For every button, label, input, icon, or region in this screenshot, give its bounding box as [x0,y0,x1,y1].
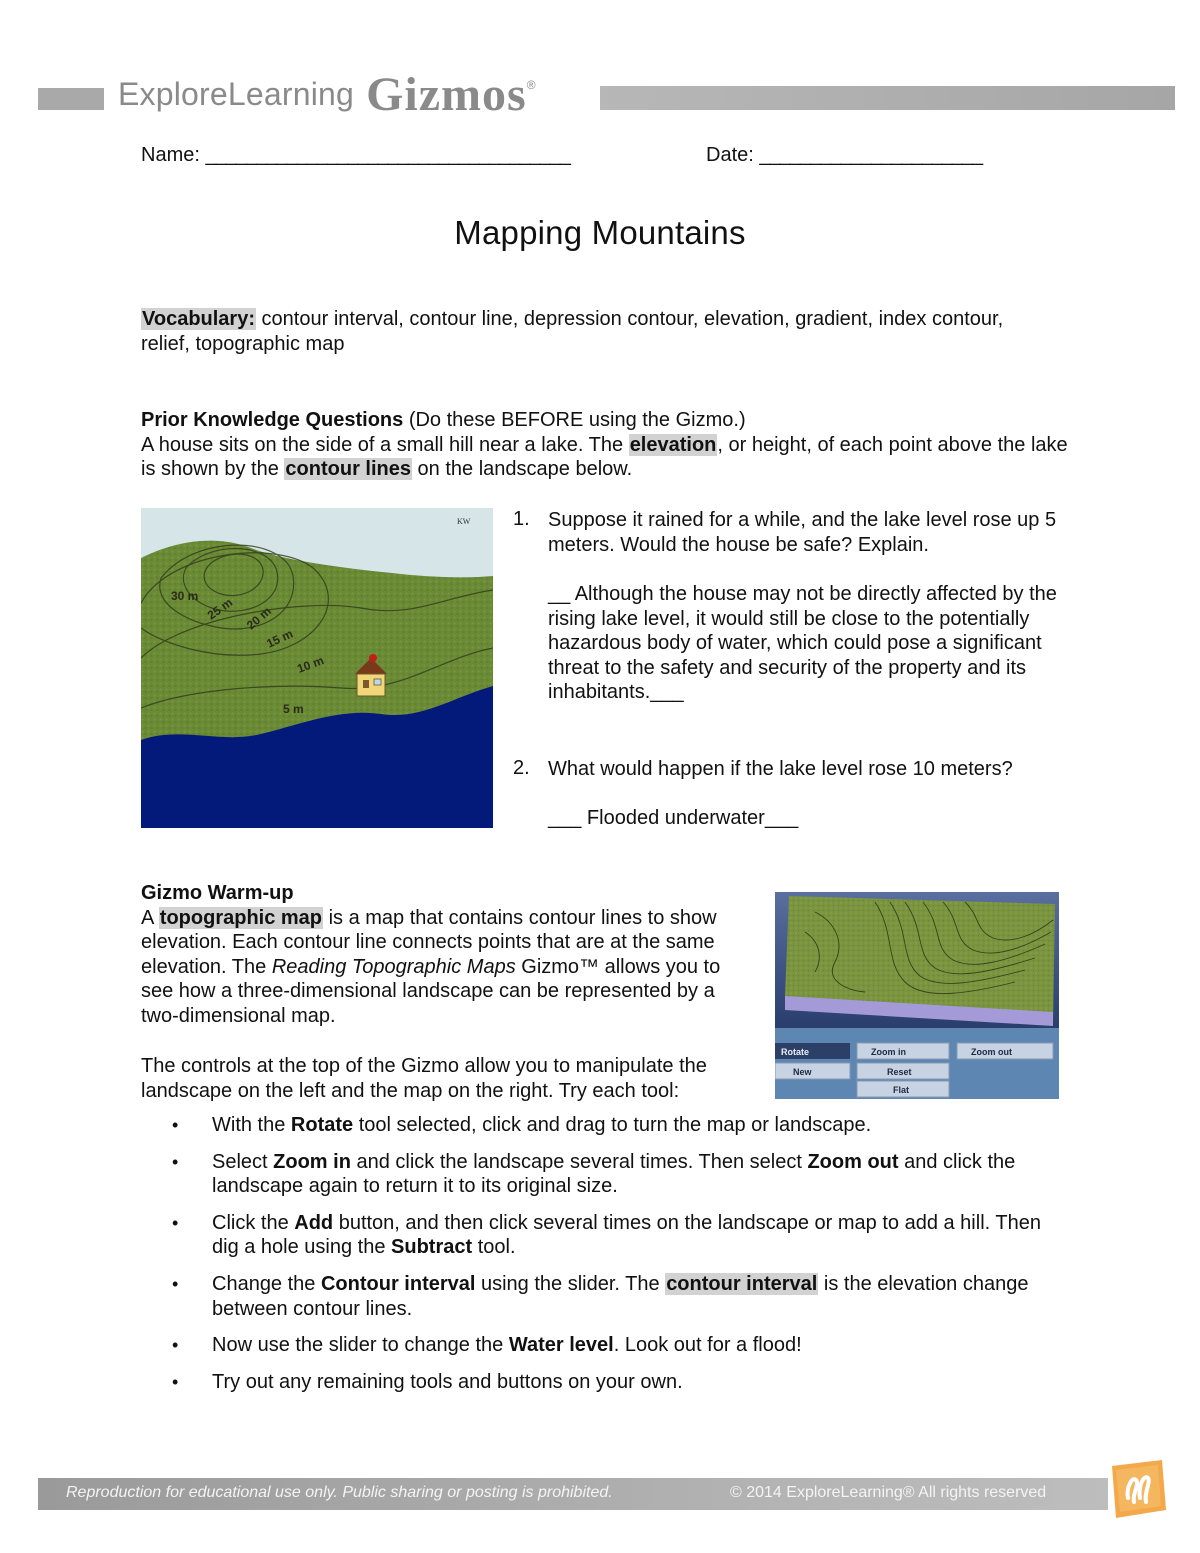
term-topographic-map: topographic map [159,906,323,929]
hill-landscape-image [141,508,493,828]
prior-intro-text-3: on the landscape below. [412,458,633,481]
warmup-heading: Gizmo Warm-up [141,882,294,904]
date-field[interactable] [706,143,982,168]
term-elevation: elevation [629,433,717,456]
vocabulary-label: Vocabulary: [142,308,255,330]
gizmo-screenshot [775,892,1059,1099]
explorelearning-logo-icon [1104,1458,1168,1520]
zoom-in-tool-name: Zoom in [273,1150,351,1173]
warmup-section [141,881,751,1029]
warmup-text-c: Gizmo™ allows you to see how a three-dimensional landscape can be represented by a two-dimensional map. [141,955,721,1027]
question-1-answer[interactable]: __ Although the house may not be directly affected by the rising lake level, it would still be close to the potentially hazardous body of water, which could pose a significant threat to the safety and security of the property and its inhabitants.___ [548,583,1057,704]
rotate-button-label: Rotate [781,1047,810,1057]
rotate-tool-name: Rotate [290,1114,354,1136]
contour-interval-control-name: Contour interval [320,1272,476,1295]
list-item: • Change the Contour interval using the slider. The contour interval is the elevation change between contour lines. [172,1272,1072,1321]
prior-intro-text-2: , or height, of each point above the lake is shown by the [141,433,1068,481]
brand-logo [118,66,536,122]
page-title: Mapping Mountains [454,214,746,251]
add-tool-name: Add [294,1211,334,1234]
list-item: • Select Zoom in and click the landscape several times. Then select Zoom out and click the landscape again to return it to its original size. [172,1150,1072,1199]
name-label: Name: [141,144,200,166]
name-blank[interactable]: ____________________________________ [205,144,570,166]
prior-knowledge-note: (Do these BEFORE using the Gizmo.) [403,409,746,431]
warmup-controls-text: The controls at the top of the Gizmo allow you to manipulate the landscape on the left and the map on the right. Try each tool: [141,1055,707,1102]
name-field[interactable] [141,143,570,168]
header-bar-left [38,88,104,110]
contour-label-5: 5 m [283,702,304,716]
zoom-in-label: Zoom in [871,1047,906,1057]
date-blank[interactable]: ______________________ [759,144,983,166]
question-1-number: 1. [513,508,530,530]
list-item: • Click the Add button, and then click several times on the landscape or map to add a hill. Then dig a hole using the Subtract tool. [172,1211,1072,1260]
tool-instructions-list [172,1113,1072,1406]
gizmo-name: Reading Topographic Maps [271,955,516,978]
gizmo-screenshot-svg [775,892,1059,1099]
contour-label-15: 15 m [264,626,296,651]
footer-disclaimer: Reproduction for educational use only. Public sharing or posting is prohibited. [66,1484,613,1501]
subtract-tool-name: Subtract [391,1236,473,1259]
list-item: • With the Rotate tool selected, click and drag to turn the map or landscape. [172,1113,1072,1138]
question-2-number: 2. [513,757,530,779]
prior-knowledge-heading: Prior Knowledge Questions [141,409,404,431]
header-bar-right [600,86,1175,110]
brand-registered-mark: ® [526,78,536,92]
warmup-text-b: is a map that contains contour lines to show elevation. Each contour line connects points that are at the same elevation. The [141,906,717,978]
prior-intro-text: A house sits on the side of a small hill near a lake. The [141,433,629,456]
term-contour-lines: contour lines [285,458,411,481]
zoom-out-label: Zoom out [971,1047,1012,1057]
brand-explore-text: Explore [118,75,228,112]
vocabulary [141,307,1041,356]
water-level-control-name: Water level [508,1334,614,1357]
warmup-text-a: A [141,906,159,929]
date-label: Date: [706,144,754,166]
hill-landscape-svg [141,508,493,828]
brand-learning-text: Learning [227,75,355,112]
zoom-out-tool-name: Zoom out [807,1150,899,1173]
brand-gizmos-text: Gizmos [366,67,527,121]
reset-button-label: Reset [887,1067,912,1077]
list-item: • Try out any remaining tools and buttons on your own. [172,1370,1072,1395]
question-2-answer[interactable]: ___ Flooded underwater___ [548,807,799,829]
list-item: • Now use the slider to change the Water level. Look out for a flood! [172,1333,1072,1358]
flat-button-label: Flat [893,1085,910,1095]
new-button-label: New [793,1067,812,1077]
contour-label-25: 25 m [204,595,236,623]
new-button[interactable] [775,1063,850,1079]
footer-copyright: © 2014 ExploreLearning® All rights reserved [730,1484,1047,1501]
term-contour-interval: contour interval [666,1272,818,1295]
question-1-text: Suppose it rained for a while, and the lake level rose up 5 meters. Would the house be safe? Explain. [548,509,1057,556]
contour-label-10: 10 m [295,653,326,676]
contour-label-30: 30 m [171,589,199,603]
figure1-corner-label: KW [457,517,471,526]
question-2-text: What would happen if the lake level rose 10 meters? [548,758,1013,780]
prior-knowledge-section [141,408,1071,482]
vocabulary-terms: contour interval, contour line, depression contour, elevation, gradient, index contour, relief, topographic map [141,308,1004,355]
contour-label-20: 20 m [243,603,274,633]
